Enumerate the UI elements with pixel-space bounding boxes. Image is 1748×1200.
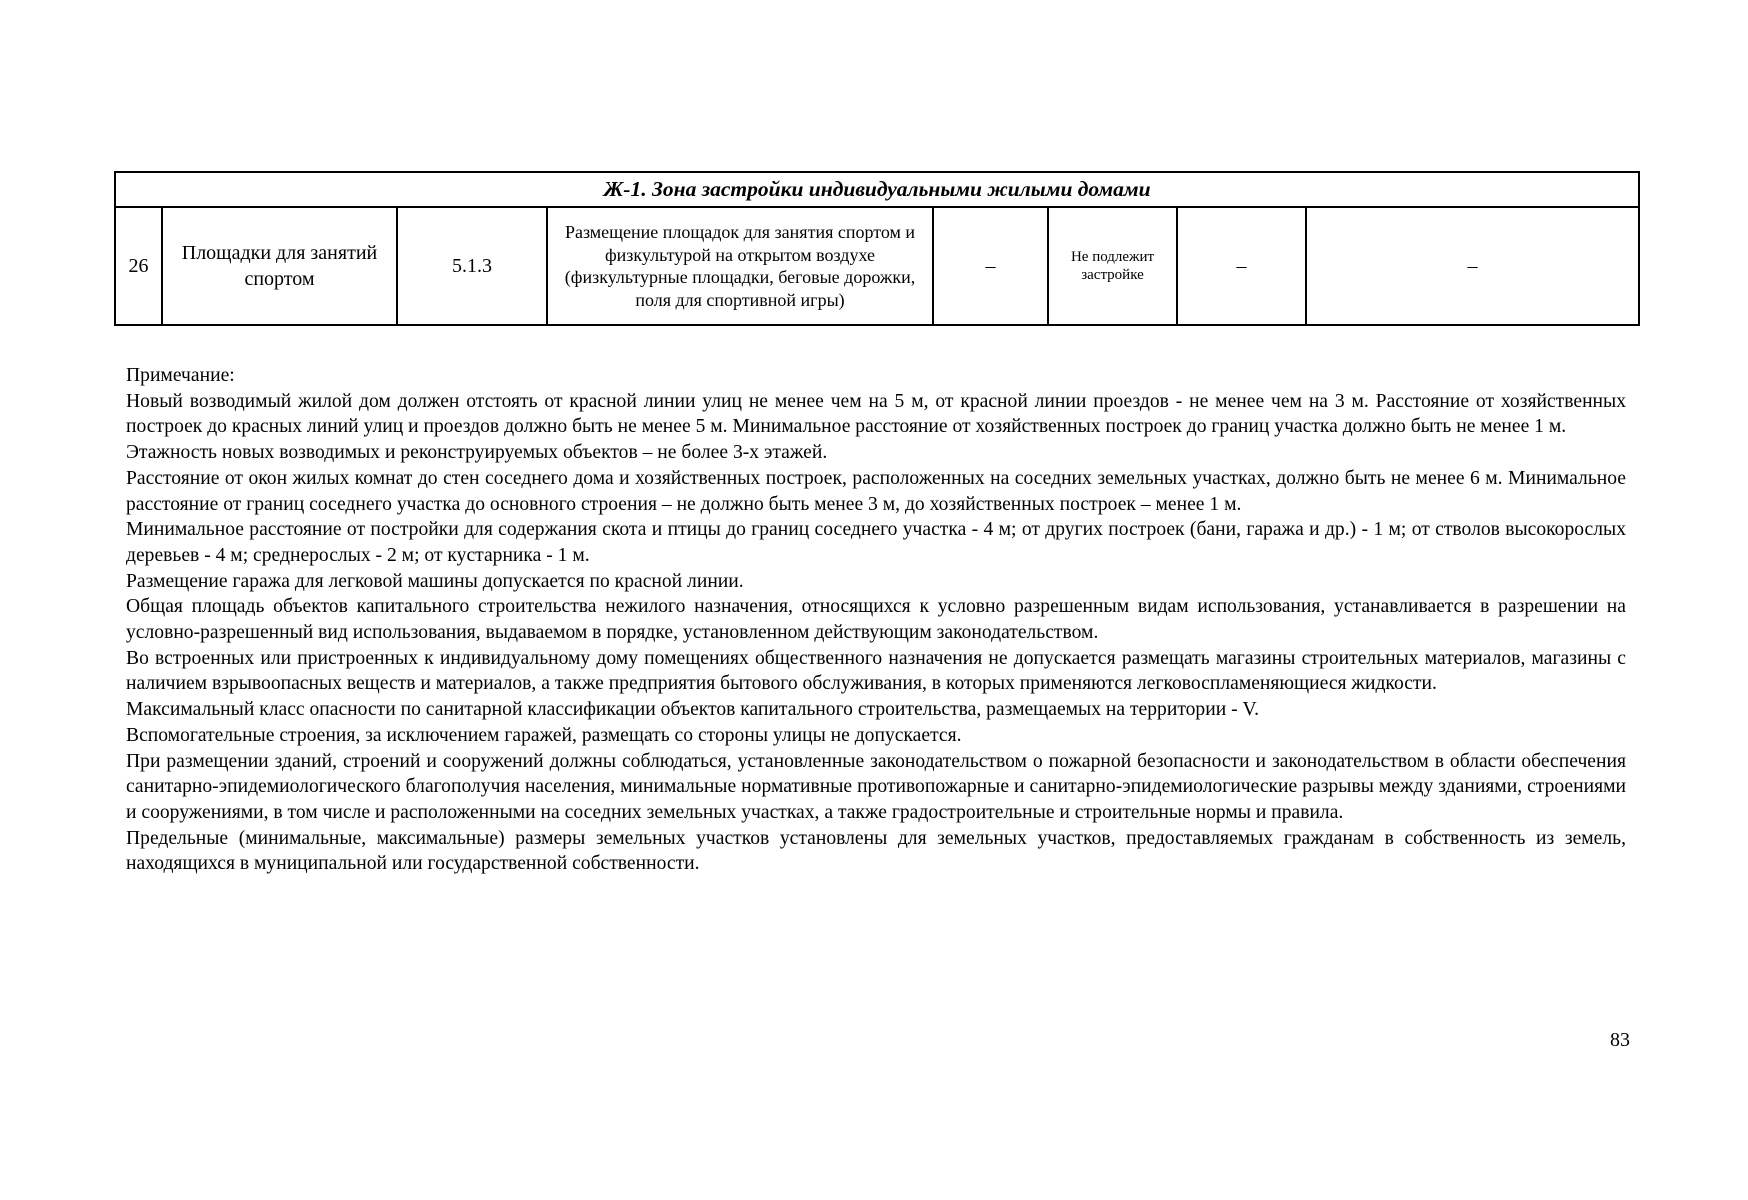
row-cell-6: Не подлежит застройке [1048,207,1177,325]
notes-section [126,363,1626,877]
note-paragraph: Общая площадь объектов капитального строительства нежилого назначения, относящихся к условно разрешенным видам использования, устанавливается в разрешении на условно-разрешенный вид использования, выдаваемом в порядке, установленном действующим законодательством. [126,596,1626,644]
row-cell-8: – [1306,207,1639,325]
row-description: Размещение площадок для занятия спортом и физкультурой на открытом воздухе (физкультурные площадки, беговые дорожки, поля для спортивной игры) [547,207,933,325]
note-paragraph: Вспомогательные строения, за исключением гаражей, размещать со стороны улицы не допускается. [126,724,962,746]
zone-table [114,171,1640,326]
note-paragraph: Минимальное расстояние от постройки для содержания скота и птицы до границ соседнего участка - 4 м; от других построек (бани, гаража и др.) - 1 м; от стволов высокорослых деревьев - 4 м; среднерослых - 2 м; от кустарника - 1 м. [126,519,1626,566]
note-paragraph: Этажность новых возводимых и реконструируемых объектов – не более 3-х этажей. [126,442,828,464]
row-name: Площадки для занятий спортом [162,207,397,325]
note-paragraph: Во встроенных или пристроенных к индивидуальному дому помещениях общественного назначения не допускается размещать магазины строительных материалов, магазины с наличием взрывоопасных веществ и материалов, а также предприятия бытового обслуживания, в которых применяются легковоспламеняющиеся жидкости. [126,647,1626,695]
note-paragraph: Максимальный класс опасности по санитарной классификации объектов капитального строительства, размещаемых на территории - V. [126,699,1260,721]
note-paragraph: Новый возводимый жилой дом должен отстоять от красной линии улиц не менее чем на 5 м, от красной линии проездов - не менее чем на 3 м. Расстояние от хозяйственных построек до красных линий улиц и проездов должно быть не менее 5 м. Минимальное расстояние от хозяйственных построек до границ участка должно быть не менее 1 м. [126,390,1626,438]
row-number: 26 [115,207,162,325]
row-cell-5: – [933,207,1048,325]
row-cell-7: – [1177,207,1306,325]
page-number: 83 [1610,1029,1630,1051]
note-paragraph: Предельные (минимальные, максимальные) размеры земельных участков установлены для земельных участков, предоставляемых гражданам в собственность из земель, находящихся в муниципальной или государственной собственности. [126,827,1626,875]
table-row [115,207,1639,325]
notes-title: Примечание: [126,365,235,386]
note-paragraph: Размещение гаража для легковой машины допускается по красной линии. [126,570,744,592]
zone-header: Ж-1. Зона застройки индивидуальными жилыми домами [115,172,1639,207]
note-paragraph: При размещении зданий, строений и сооружений должны соблюдаться, установленные законодательством о пожарной безопасности и законодательством в области обеспечения санитарно-эпидемиологического благополучия населения, минимальные нормативные противопожарные и санитарно-эпидемиологические разрывы между зданиями, строениями и сооружениями, в том числе и расположенными на соседних земельных участках, а также градостроительные и строительные нормы и правила. [126,750,1626,823]
note-paragraph: Расстояние от окон жилых комнат до стен соседнего дома и хозяйственных построек, расположенных на соседних земельных участках, должно быть не менее 6 м. Минимальное расстояние от границ соседнего участка до основного строения – не должно быть менее 3 м, до хозяйственных построек – менее 1 м. [126,467,1626,515]
row-code: 5.1.3 [397,207,547,325]
